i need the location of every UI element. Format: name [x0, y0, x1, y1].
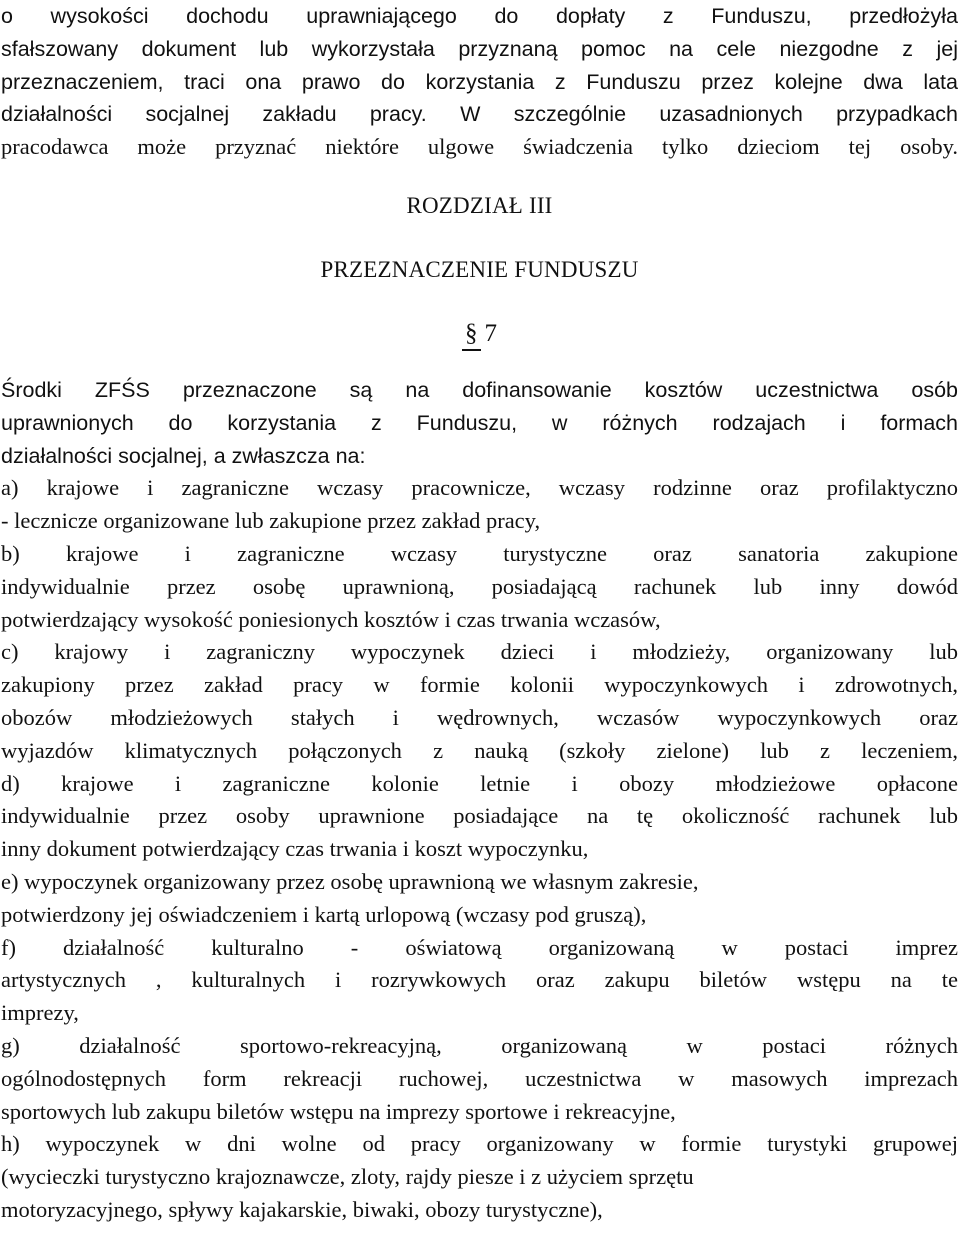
body-line: - lecznicze organizowane lub zakupione przez zakład pracy,: [1, 508, 541, 534]
body-line: uprawnionych do korzystania z Funduszu, w różnych rodzajach i formach: [1, 410, 958, 435]
body-line: indywidualnie przez osoby uprawnione posiadające na tę okoliczność rachunek lub: [1, 803, 958, 829]
body-line: imprezy,: [1, 1000, 79, 1026]
chapter-number: ROZDZIAŁ III: [406, 192, 553, 218]
chapter-title: PRZEZNACZENIE FUNDUSZU: [320, 256, 639, 282]
body-line: g) działalność sportowo-rekreacyjną, organizowaną w postaci różnych: [1, 1032, 958, 1058]
body-line: artystycznych , kulturalnych i rozrywkowych oraz zakupu biletów wstępu na te: [1, 967, 958, 993]
body-line: h) wypoczynek w dni wolne od pracy organizowany w formie turystyki grupowej: [1, 1131, 958, 1157]
body-line: wyjazdów klimatycznych połączonych z nauką (szkoły zielone) lub z leczeniem,: [1, 737, 958, 763]
body-line: (wycieczki turystyczno krajoznawcze, zloty, rajdy piesze i z użyciem sprzętu: [1, 1164, 694, 1190]
body-line: d) krajowe i zagraniczne kolonie letnie i obozy młodzieżowe opłacone: [1, 770, 958, 796]
intro-line: pracodawca może przyznać niektóre ulgowe świadczenia tylko dzieciom tej osoby.: [1, 134, 958, 160]
body-line: indywidualnie przez osobę uprawnioną, posiadającą rachunek lub inny dowód: [1, 573, 958, 599]
body-line: inny dokument potwierdzający czas trwania i koszt wypoczynku,: [1, 836, 589, 862]
body-line: ogólnodostępnych form rekreacji ruchowej, uczestnictwa w masowych imprezach: [1, 1065, 958, 1091]
body-line: działalności socjalnej, a zwłaszcza na:: [1, 443, 366, 468]
intro-line: sfałszowany dokument lub wykorzystała przyznaną pomoc na cele niezgodne z jej: [1, 36, 958, 61]
intro-line: działalności socjalnej zakładu pracy. W szczególnie uzasadnionych przypadkach: [1, 102, 958, 127]
body-line: a) krajowe i zagraniczne wczasy pracownicze, wczasy rodzinne oraz profilaktyczno: [1, 475, 958, 501]
body-line: potwierdzający wysokość poniesionych kosztów i czas trwania wczasów,: [1, 606, 661, 632]
body-line: motoryzacyjnego, spływy kajakarskie, biwaki, obozy turystyczne),: [1, 1196, 603, 1222]
body-line: obozów młodzieżowych stałych i wędrownych, wczasów wypoczynkowych oraz: [1, 704, 958, 730]
body-line: e) wypoczynek organizowany przez osobę uprawnioną we własnym zakresie,: [1, 868, 699, 894]
intro-line: przeznaczeniem, traci ona prawo do korzystania z Funduszu przez kolejne dwa lata: [1, 69, 958, 94]
body-line: zakupiony przez zakład pracy w formie kolonii wypoczynkowych i zdrowotnych,: [1, 672, 958, 698]
section-number: 7: [484, 319, 497, 347]
body-line: b) krajowe i zagraniczne wczasy turystyczne oraz sanatoria zakupione: [1, 540, 958, 566]
body-line: f) działalność kulturalno - oświatową organizowaną w postaci imprez: [1, 934, 958, 960]
body-line: c) krajowy i zagraniczny wypoczynek dzieci i młodzieży, organizowany lub: [1, 639, 958, 665]
intro-line: o wysokości dochodu uprawniającego do dopłaty z Funduszu, przedłożyła: [1, 4, 958, 28]
body-line: potwierdzony jej oświadczeniem i kartą urlopową (wczasy pod gruszą),: [1, 901, 647, 927]
section-sign: §: [462, 319, 481, 351]
intro-paragraph: [1, 0, 958, 164]
body-line: Środki ZFŚS przeznaczone są na dofinansowanie kosztów uczestnictwa osób: [1, 377, 958, 402]
section-heading: [1, 312, 958, 356]
section-body: [1, 374, 958, 1227]
body-line: sportowych lub zakupu biletów wstępu na imprezy sportowe i rekreacyjne,: [1, 1098, 676, 1124]
